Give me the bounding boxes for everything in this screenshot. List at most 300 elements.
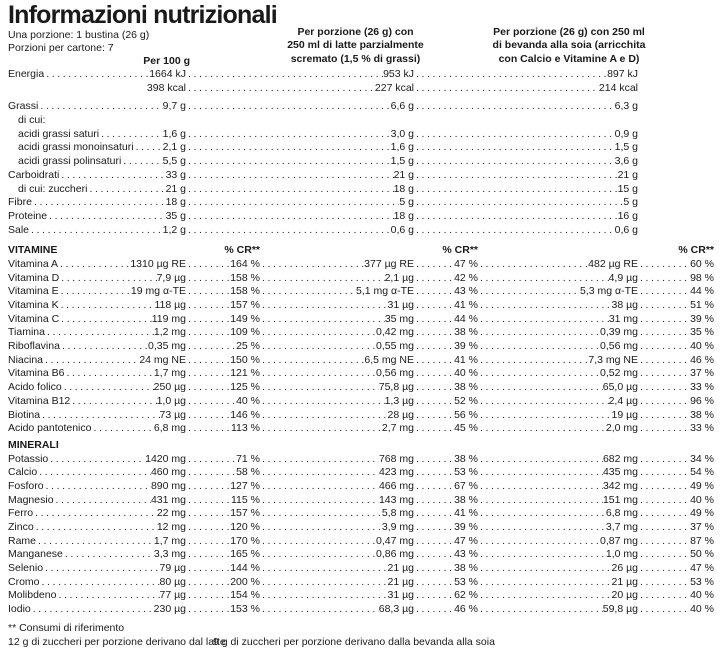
dot-leader xyxy=(260,548,376,562)
value-cr-milk-cell xyxy=(414,507,478,521)
nutrient-row xyxy=(8,68,714,82)
dot-leader xyxy=(260,299,388,313)
dot-leader xyxy=(56,589,159,603)
value-soy: 1,0 mg xyxy=(605,548,638,561)
dot-leader xyxy=(638,367,690,381)
value-cr-soy: 60 % xyxy=(690,257,714,270)
value-cr-milk: 42 % xyxy=(454,271,478,284)
nutrient-row xyxy=(8,562,714,576)
milk-column-header xyxy=(248,26,463,66)
dot-leader xyxy=(638,285,690,299)
dot-leader xyxy=(44,480,151,494)
value-cr-milk-cell xyxy=(414,409,478,423)
dot-leader xyxy=(186,480,230,494)
dot-leader xyxy=(414,299,454,313)
dot-leader xyxy=(414,367,454,381)
nutrient-row xyxy=(8,535,714,549)
nutrient-row xyxy=(8,299,714,313)
value-cr-milk: 52 % xyxy=(454,394,478,407)
dot-leader xyxy=(260,367,376,381)
nutrient-label: Molibdeno xyxy=(8,589,57,602)
value-milk-cell xyxy=(186,224,414,238)
value-soy: 19 µg xyxy=(611,408,638,421)
nutrient-label: Vitamina B12 xyxy=(8,394,71,407)
nutrient-row xyxy=(8,480,714,494)
mineral-rows xyxy=(8,439,714,617)
dot-leader xyxy=(414,453,454,467)
milk-column-header-line: 250 ml di latte parzialmente xyxy=(287,39,424,52)
dot-leader xyxy=(99,128,163,142)
dot-leader xyxy=(260,535,376,549)
value-soy-cell xyxy=(478,422,638,436)
value-cr-soy: 35 % xyxy=(690,326,714,339)
value-cr-soy-cell xyxy=(638,480,714,494)
value-milk: 2,7 mg xyxy=(381,422,414,435)
nutrient-row xyxy=(8,183,714,197)
label-cell xyxy=(8,480,186,494)
dot-leader xyxy=(260,409,388,423)
dot-leader xyxy=(638,589,690,603)
value-milk: 18 g xyxy=(393,209,414,222)
value-per-100g: 12 mg xyxy=(156,521,186,533)
value-cr-soy: 34 % xyxy=(690,452,714,465)
dot-leader xyxy=(414,210,618,224)
footnote-milk-sugar: 12 g di zuccheri per porzione derivano dal latte xyxy=(8,635,226,648)
value-cr-soy: 40 % xyxy=(690,493,714,506)
value-milk: 75,8 µg xyxy=(378,381,414,394)
value-per-100g: 230 µg xyxy=(153,603,186,616)
value-soy-cell xyxy=(478,409,638,423)
nutrient-label: Ferro xyxy=(8,507,34,520)
dot-leader xyxy=(414,354,454,368)
value-milk: 466 mg xyxy=(378,479,414,492)
value-milk: 953 kJ xyxy=(383,68,414,80)
dot-leader xyxy=(260,480,379,494)
dot-leader xyxy=(260,313,385,327)
dot-leader xyxy=(59,299,155,313)
dot-leader xyxy=(59,285,131,299)
nutrient-label: Vitamina E xyxy=(8,285,59,298)
value-cr-100g-cell xyxy=(186,576,260,590)
dot-leader xyxy=(638,326,690,340)
value-milk-cell xyxy=(186,100,414,114)
value-cr-100g: 40 % xyxy=(236,394,260,407)
value-cr-milk-cell xyxy=(414,340,478,354)
value-cr-100g: 158 % xyxy=(230,271,260,284)
value-cr-100g-cell xyxy=(186,354,260,368)
value-soy: 0,9 g xyxy=(614,127,638,140)
dot-leader xyxy=(638,409,690,423)
value-cr-100g-cell xyxy=(186,313,260,327)
value-milk-cell xyxy=(260,326,414,340)
value-soy: 0,87 mg xyxy=(600,534,638,547)
value-cr-100g: 109 % xyxy=(230,326,260,339)
value-soy: 342 mg xyxy=(602,479,638,492)
value-cr-100g-cell xyxy=(186,562,260,576)
label-cell xyxy=(8,354,186,368)
value-soy: 0,6 g xyxy=(614,223,638,236)
dot-leader xyxy=(414,395,454,409)
dot-leader xyxy=(186,409,230,423)
value-soy-cell xyxy=(478,603,638,617)
value-cr-milk: 41 % xyxy=(454,507,478,520)
per-100g-column-header: Per 100 g xyxy=(143,55,190,67)
value-milk: 3,0 g xyxy=(390,127,414,140)
milk-column-header-line: scremato (1,5 % di grassi) xyxy=(290,52,421,65)
value-cr-milk-cell xyxy=(414,326,478,340)
value-milk-cell xyxy=(186,183,414,197)
nutrient-row xyxy=(8,422,714,436)
nutrient-label: Potassio xyxy=(8,452,49,465)
value-per-100g: 9,7 g xyxy=(162,100,186,113)
value-cr-milk: 39 % xyxy=(454,521,478,533)
value-per-100g: 119 mg xyxy=(151,312,186,325)
dot-leader xyxy=(478,466,603,480)
dot-leader xyxy=(48,453,145,467)
value-cr-100g: 200 % xyxy=(230,575,260,588)
dot-leader xyxy=(478,562,612,576)
servings-per-box-line: Porzioni per cartone: 7 xyxy=(8,42,114,54)
dot-leader xyxy=(414,68,607,82)
dot-leader xyxy=(414,82,599,96)
dot-leader xyxy=(414,340,454,354)
milk-column-header-line: Per porzione (26 g) con xyxy=(297,26,414,38)
value-cr-soy-cell xyxy=(638,367,714,381)
dot-leader xyxy=(414,494,454,508)
value-soy: 2,0 mg xyxy=(605,422,638,435)
value-cr-100g-cell xyxy=(186,326,260,340)
dot-leader xyxy=(260,258,364,272)
value-soy: 482 µg RE xyxy=(588,257,638,270)
value-soy-cell xyxy=(414,128,638,142)
value-milk-cell xyxy=(186,196,414,210)
value-cr-milk-cell xyxy=(414,548,478,562)
label-cell xyxy=(8,155,186,169)
dot-leader xyxy=(186,272,230,286)
value-cr-100g-cell xyxy=(186,521,260,535)
value-soy-cell xyxy=(478,562,638,576)
nutrient-row xyxy=(8,548,714,562)
dot-leader xyxy=(186,367,230,381)
value-milk: 5,8 mg xyxy=(381,507,414,520)
value-milk: 21 µg xyxy=(387,575,414,588)
value-cr-soy: 37 % xyxy=(690,521,714,533)
value-milk: 35 mg xyxy=(384,312,414,325)
value-cr-milk-cell xyxy=(414,535,478,549)
value-cr-100g: 25 % xyxy=(236,340,260,353)
dot-leader xyxy=(37,466,151,480)
nutrient-label: Vitamina C xyxy=(8,312,60,325)
value-cr-100g-cell xyxy=(186,409,260,423)
dot-leader xyxy=(478,453,603,467)
value-soy-cell xyxy=(478,535,638,549)
value-cr-milk: 47 % xyxy=(454,257,478,270)
dot-leader xyxy=(43,354,139,368)
nutrient-row xyxy=(8,82,714,96)
value-cr-100g: 121 % xyxy=(230,367,260,380)
value-soy-cell xyxy=(478,589,638,603)
value-cr-100g: 153 % xyxy=(230,603,260,616)
value-per-100g: 73 µg xyxy=(159,408,186,421)
nutrient-label: Rame xyxy=(8,534,37,547)
dot-leader xyxy=(414,422,454,436)
label-cell xyxy=(8,507,186,521)
value-cr-soy-cell xyxy=(638,562,714,576)
dot-leader xyxy=(414,603,454,617)
nutrient-row xyxy=(8,354,714,368)
value-cr-milk: 67 % xyxy=(454,479,478,492)
dot-leader xyxy=(186,576,230,590)
value-cr-soy-cell xyxy=(638,313,714,327)
value-cr-milk-cell xyxy=(414,395,478,409)
dot-leader xyxy=(638,576,690,590)
dot-leader xyxy=(260,354,364,368)
value-cr-milk-cell xyxy=(414,453,478,467)
dot-leader xyxy=(186,521,230,535)
value-per-100g: 79 µg xyxy=(159,562,186,575)
value-soy: 1,5 g xyxy=(614,141,638,154)
nutrient-label: Riboflavina xyxy=(8,340,60,353)
value-per-100g: 33 g xyxy=(165,168,186,181)
value-milk: 2,1 µg xyxy=(384,271,414,284)
dot-leader xyxy=(478,340,600,354)
dot-leader xyxy=(63,548,154,562)
value-soy: 0,56 mg xyxy=(600,340,638,353)
value-milk-cell xyxy=(260,313,414,327)
value-cr-soy: 46 % xyxy=(690,353,714,366)
vitamin-rows xyxy=(8,244,714,436)
value-soy: 5,3 mg α-TE xyxy=(579,285,638,298)
dot-leader xyxy=(414,480,454,494)
dot-leader xyxy=(638,258,690,272)
value-per-100g: 77 µg xyxy=(159,589,186,602)
label-cell xyxy=(8,466,186,480)
value-cr-soy-cell xyxy=(638,521,714,535)
dot-leader xyxy=(414,507,454,521)
table-header xyxy=(8,28,714,68)
value-cr-milk: 38 % xyxy=(454,381,478,394)
value-milk: 423 mg xyxy=(378,466,414,479)
nutrient-label: Iodio xyxy=(8,603,31,616)
value-milk: 21 g xyxy=(393,168,414,181)
dot-leader xyxy=(186,128,391,142)
value-cr-milk: 45 % xyxy=(454,422,478,435)
value-soy-cell xyxy=(478,548,638,562)
value-cr-milk: 46 % xyxy=(454,603,478,616)
value-cr-soy-cell xyxy=(638,535,714,549)
cr-column-header: % CR** xyxy=(442,244,478,257)
label-cell xyxy=(8,367,186,381)
nutrient-label: Energia xyxy=(8,68,45,80)
dot-leader xyxy=(414,313,454,327)
dot-leader xyxy=(186,169,394,183)
dot-leader xyxy=(414,128,615,142)
value-milk: 31 µg xyxy=(387,589,414,602)
dot-leader xyxy=(186,562,230,576)
label-cell xyxy=(8,169,186,183)
value-soy-cell xyxy=(478,340,638,354)
nutrient-row xyxy=(8,367,714,381)
dot-leader xyxy=(260,285,356,299)
dot-leader xyxy=(260,326,376,340)
value-cr-100g-cell xyxy=(186,535,260,549)
footnote-sugars xyxy=(8,636,714,650)
dot-leader xyxy=(260,603,379,617)
label-cell xyxy=(8,381,186,395)
value-soy-cell xyxy=(478,480,638,494)
value-cr-soy: 49 % xyxy=(690,479,714,492)
value-per-100g: 1664 kJ xyxy=(149,68,186,80)
value-per-100g: 21 g xyxy=(165,182,186,195)
value-soy: 15 g xyxy=(617,182,638,195)
value-cr-soy-cell xyxy=(638,395,714,409)
value-milk: 0,47 mg xyxy=(376,534,414,547)
dot-leader xyxy=(478,313,609,327)
dot-leader xyxy=(121,155,162,169)
value-soy-cell xyxy=(478,326,638,340)
value-milk-cell xyxy=(260,354,414,368)
value-cr-100g-cell xyxy=(186,258,260,272)
label-cell xyxy=(8,114,186,128)
value-soy-cell xyxy=(414,155,638,169)
value-cr-milk: 38 % xyxy=(454,562,478,575)
value-soy-cell xyxy=(478,299,638,313)
dot-leader xyxy=(54,494,151,508)
value-cr-soy-cell xyxy=(638,354,714,368)
dot-leader xyxy=(414,576,454,590)
value-cr-100g-cell xyxy=(186,589,260,603)
value-per-100g: 2,1 g xyxy=(162,141,186,154)
value-soy-cell xyxy=(478,313,638,327)
dot-leader xyxy=(186,155,391,169)
value-cr-milk-cell xyxy=(414,466,478,480)
value-soy-cell xyxy=(478,354,638,368)
dot-leader xyxy=(478,548,606,562)
dot-leader xyxy=(186,548,230,562)
nutrient-row xyxy=(8,603,714,617)
value-milk: 143 mg xyxy=(378,493,414,506)
label-cell xyxy=(8,422,186,436)
value-cr-soy-cell xyxy=(638,272,714,286)
value-cr-100g-cell xyxy=(186,453,260,467)
value-soy: 435 mg xyxy=(602,466,638,479)
value-cr-soy-cell xyxy=(638,494,714,508)
value-soy-cell xyxy=(414,196,638,210)
cr-column-header-cell xyxy=(478,244,714,258)
value-cr-soy: 51 % xyxy=(690,299,714,311)
nutrient-label: Vitamina B6 xyxy=(8,367,65,380)
value-cr-100g: 115 % xyxy=(231,493,260,506)
value-milk: 0,55 mg xyxy=(376,340,414,353)
value-cr-soy-cell xyxy=(638,258,714,272)
value-soy-cell xyxy=(478,507,638,521)
dot-leader xyxy=(34,521,157,535)
value-soy-cell xyxy=(478,494,638,508)
value-cr-soy-cell xyxy=(638,409,714,423)
dot-leader xyxy=(414,100,615,114)
value-milk-cell xyxy=(260,466,414,480)
nutrient-row xyxy=(8,100,714,114)
value-per-100g: 118 µg xyxy=(154,299,186,311)
nutrient-row xyxy=(8,381,714,395)
dot-leader xyxy=(186,422,231,436)
nutrient-row xyxy=(8,258,714,272)
value-cr-soy-cell xyxy=(638,589,714,603)
value-cr-100g: 157 % xyxy=(230,507,260,520)
value-milk: 31 µg xyxy=(387,299,414,311)
dot-leader xyxy=(64,367,153,381)
value-milk-cell xyxy=(186,155,414,169)
dot-leader xyxy=(186,589,230,603)
dot-leader xyxy=(260,381,379,395)
dot-leader xyxy=(186,100,391,114)
value-cr-100g-cell xyxy=(186,395,260,409)
value-cr-100g: 127 % xyxy=(230,479,260,492)
footnote-reference: ** Consumi di riferimento xyxy=(8,621,125,634)
nutrient-row xyxy=(8,196,714,210)
nutrient-row xyxy=(8,507,714,521)
nutrient-row xyxy=(8,210,714,224)
value-soy: 20 µg xyxy=(611,589,638,602)
value-milk-cell xyxy=(260,521,414,535)
dot-leader xyxy=(260,272,385,286)
value-cr-100g: 170 % xyxy=(230,534,260,547)
dot-leader xyxy=(414,224,615,238)
value-soy-cell xyxy=(478,381,638,395)
label-cell xyxy=(8,576,186,590)
dot-leader xyxy=(478,258,588,272)
section-label-cell xyxy=(8,244,260,258)
dot-leader xyxy=(47,210,165,224)
value-milk-cell xyxy=(260,367,414,381)
value-cr-100g: 113 % xyxy=(231,422,260,435)
dot-leader xyxy=(87,183,165,197)
dot-leader xyxy=(414,466,454,480)
value-cr-milk-cell xyxy=(414,258,478,272)
dot-leader xyxy=(186,82,375,96)
dot-leader xyxy=(260,395,385,409)
value-cr-100g: 146 % xyxy=(230,408,260,421)
value-milk-cell xyxy=(186,68,414,82)
value-milk: 0,86 mg xyxy=(376,548,414,561)
value-milk-cell xyxy=(260,381,414,395)
value-cr-milk: 40 % xyxy=(454,367,478,380)
value-cr-milk-cell xyxy=(414,422,478,436)
value-cr-100g-cell xyxy=(186,548,260,562)
value-cr-milk: 56 % xyxy=(454,408,478,421)
value-per-100g: 1,7 mg xyxy=(153,534,186,547)
value-milk-cell xyxy=(186,169,414,183)
value-cr-soy: 33 % xyxy=(690,422,714,435)
value-per-100g: 890 mg xyxy=(150,479,186,492)
value-cr-soy-cell xyxy=(638,340,714,354)
value-cr-100g-cell xyxy=(186,494,260,508)
value-soy-cell xyxy=(478,258,638,272)
value-soy: 151 mg xyxy=(602,493,638,506)
dot-leader xyxy=(638,480,690,494)
value-cr-100g: 164 % xyxy=(230,257,260,270)
label-cell xyxy=(8,494,186,508)
label-cell xyxy=(8,210,186,224)
dot-leader xyxy=(638,562,690,576)
value-soy: 7,3 mg NE xyxy=(588,353,638,366)
nutrient-label: Acido folico xyxy=(8,381,62,394)
dot-leader xyxy=(478,535,600,549)
dot-leader xyxy=(638,453,690,467)
nutrient-row xyxy=(8,395,714,409)
value-per-100g: 5,5 g xyxy=(162,155,186,168)
value-cr-soy-cell xyxy=(638,548,714,562)
